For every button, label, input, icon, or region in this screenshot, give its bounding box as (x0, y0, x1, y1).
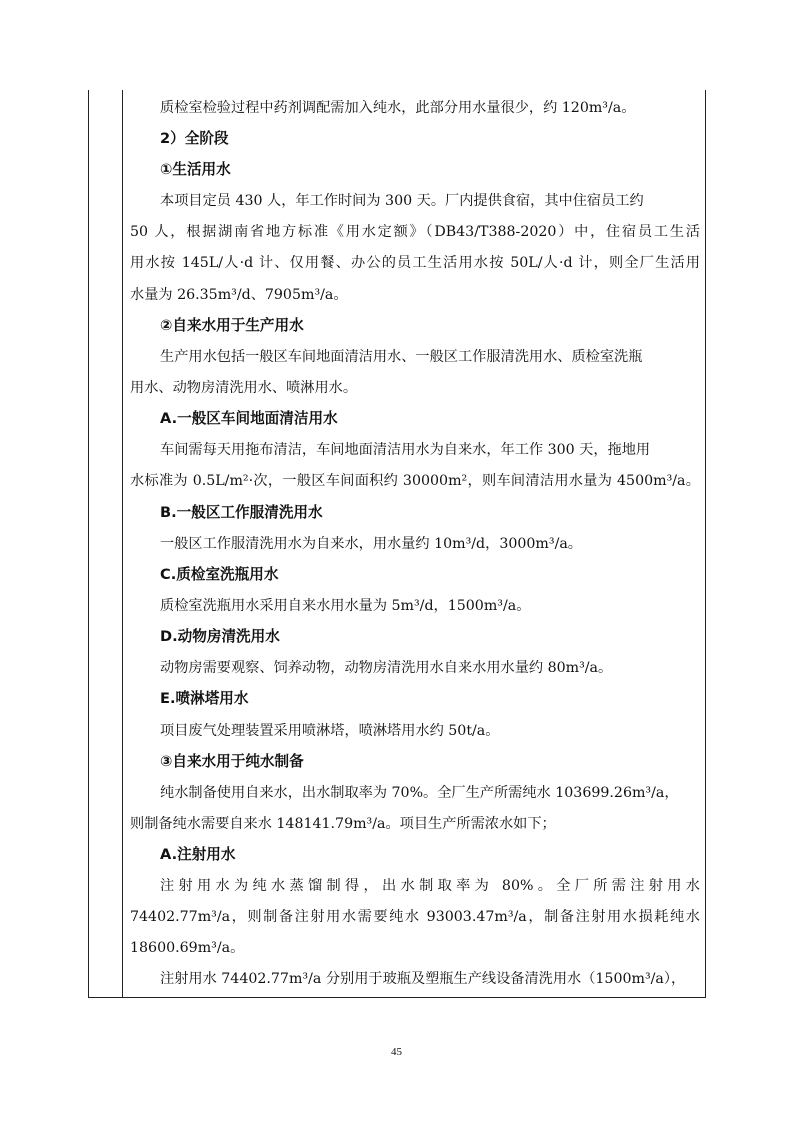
paragraph-line: 用水按 145L/人·d 计、仅用餐、办公的员工生活用水按 50L/人·d 计，则全厂生活用 (130, 255, 700, 271)
paragraph-line: 生产用水包括一般区车间地面清洁用水、一般区工作服清洗用水、质检室洗瓶 (160, 349, 643, 365)
page-number: 45 (391, 1046, 402, 1058)
paragraph-line: 水量为 26.35m³/d、7905m³/a。 (130, 287, 348, 303)
paragraph-line: 水标准为 0.5L/m²·次，一般区车间面积约 30000m²，则车间清洁用水量为 4500m³/a。 (130, 473, 700, 489)
column-divider (122, 90, 123, 997)
subsection-heading: ①生活用水 (160, 161, 231, 178)
subsection-heading: ②自来水用于生产用水 (160, 317, 304, 334)
paragraph-line: 74402.77m³/a，则制备注射用水需要纯水 93003.47m³/a，制备注射用水损耗纯水 (130, 909, 700, 925)
paragraph-line: 质检室洗瓶用水采用自来水用水量为 5m³/d，1500m³/a。 (160, 598, 531, 614)
paragraph-line: 动物房需要观察、饲养动物，动物房清洗用水自来水用水量约 80m³/a。 (160, 660, 613, 676)
paragraph-line: 18600.69m³/a。 (130, 940, 245, 956)
paragraph-line: 车间需每天用拖布清洁，车间地面清洁用水为自来水，年工作 300 天，拖地用 (160, 442, 651, 458)
item-heading: A.注射用水 (160, 846, 236, 863)
paragraph-line: 纯水制备使用自来水，出水制取率为 70%。全厂生产所需纯水 103699.26m³/a， (160, 785, 679, 801)
paragraph-line: 一般区工作服清洗用水为自来水，用水量约 10m³/d，3000m³/a。 (160, 536, 582, 552)
item-heading: A.一般区车间地面清洁用水 (160, 410, 338, 427)
section-heading: 2）全阶段 (160, 130, 229, 147)
paragraph-line: 项目废气处理装置采用喷淋塔，喷淋塔用水约 50t/a。 (160, 723, 500, 739)
item-heading: C.质检室洗瓶用水 (160, 566, 279, 583)
paragraph-line: 50 人，根据湖南省地方标准《用水定额》（DB43/T388-2020）中，住宿员工生活 (130, 224, 700, 240)
paragraph-line: 注射用水 74402.77m³/a 分别用于玻瓶及塑瓶生产线设备清洗用水（1500m³/a）， (160, 971, 686, 987)
item-heading: B.一般区工作服清洗用水 (160, 504, 323, 521)
paragraph-line: 注射用水为纯水蒸馏制得，出水制取率为 80%。全厂所需注射用水 (160, 878, 700, 894)
item-heading: D.动物房清洗用水 (160, 628, 280, 645)
paragraph-line: 用水、动物房清洗用水、喷淋用水。 (130, 380, 358, 396)
paragraph-line: 则制备纯水需要自来水 148141.79m³/a。项目生产所需浓水如下； (130, 816, 556, 832)
paragraph-line: 质检室检验过程中药剂调配需加入纯水，此部分用水量很少，约 120m³/a。 (160, 100, 636, 116)
paragraph-line: 本项目定员 430 人，年工作时间为 300 天。厂内提供食宿，其中住宿员工约 (160, 193, 644, 209)
item-heading: E.喷淋塔用水 (160, 690, 249, 707)
subsection-heading: ③自来水用于纯水制备 (160, 753, 304, 770)
